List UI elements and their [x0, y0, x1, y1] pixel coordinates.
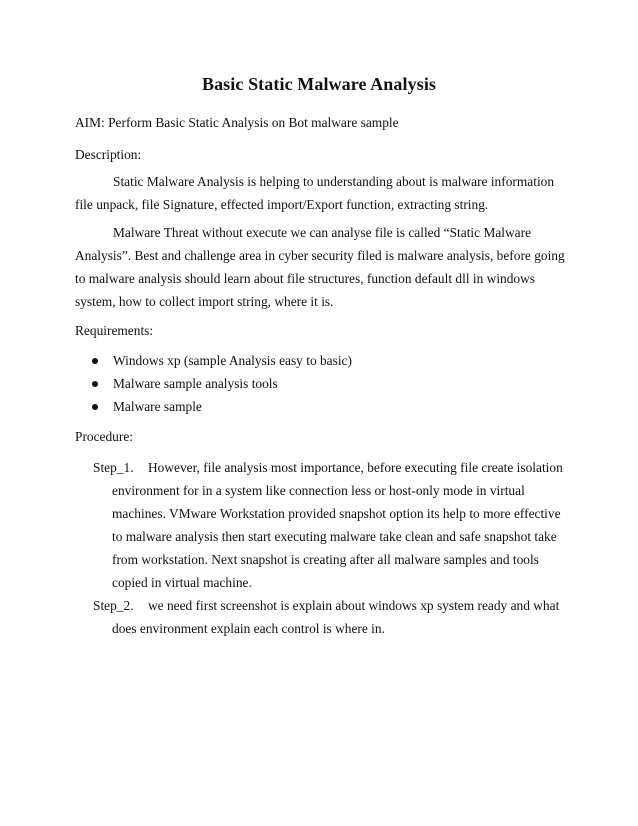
step-line: from workstation. Next snapshot is creating after all malware samples and tools: [112, 552, 539, 567]
bullet-icon: [92, 404, 98, 410]
procedure-heading: Procedure:: [75, 429, 134, 444]
step-label: Step_1.: [93, 460, 134, 475]
requirements-heading: Requirements:: [75, 323, 154, 338]
bullet-icon: [92, 381, 98, 387]
requirement-label: Malware sample analysis tools: [113, 376, 278, 391]
step-line: However, file analysis most importance, before executing file create isolation: [148, 460, 563, 475]
paragraph1-line: Static Malware Analysis is helping to understanding about is malware information: [113, 174, 555, 189]
step-line: machines. VMware Workstation provided snapshot option its help to more effective: [112, 506, 561, 521]
description-heading: Description:: [75, 147, 142, 162]
paragraph1-line: file unpack, file Signature, effected import/Export function, extracting string.: [75, 197, 489, 212]
step-line: does environment explain each control is where in.: [112, 621, 385, 636]
step-label: Step_2.: [93, 598, 134, 613]
paragraph2-line: Malware Threat without execute we can analyse file is called “Static Malware: [113, 225, 532, 240]
requirement-label: Malware sample: [113, 399, 202, 414]
paragraph2-line: to malware analysis should learn about file structures, function default dll in windows: [75, 271, 536, 286]
step-line: to malware analysis then start executing malware take clean and safe snapshot take: [112, 529, 557, 544]
step-line: copied in virtual machine.: [112, 575, 252, 590]
step-line: we need first screenshot is explain about windows xp system ready and what: [148, 598, 560, 613]
paragraph2-line: Analysis”. Best and challenge area in cyber security filed is malware analysis, before going: [75, 248, 565, 263]
bullet-icon: [92, 358, 98, 364]
requirement-label: Windows xp (sample Analysis easy to basic): [113, 353, 352, 368]
document-title: Basic Static Malware Analysis: [201, 74, 437, 94]
step-line: environment for in a system like connection less or host-only mode in virtual: [112, 483, 525, 498]
aim-text: AIM: Perform Basic Static Analysis on Bot malware sample: [75, 115, 399, 130]
paragraph2-line: system, how to collect import string, where it is.: [75, 294, 334, 309]
